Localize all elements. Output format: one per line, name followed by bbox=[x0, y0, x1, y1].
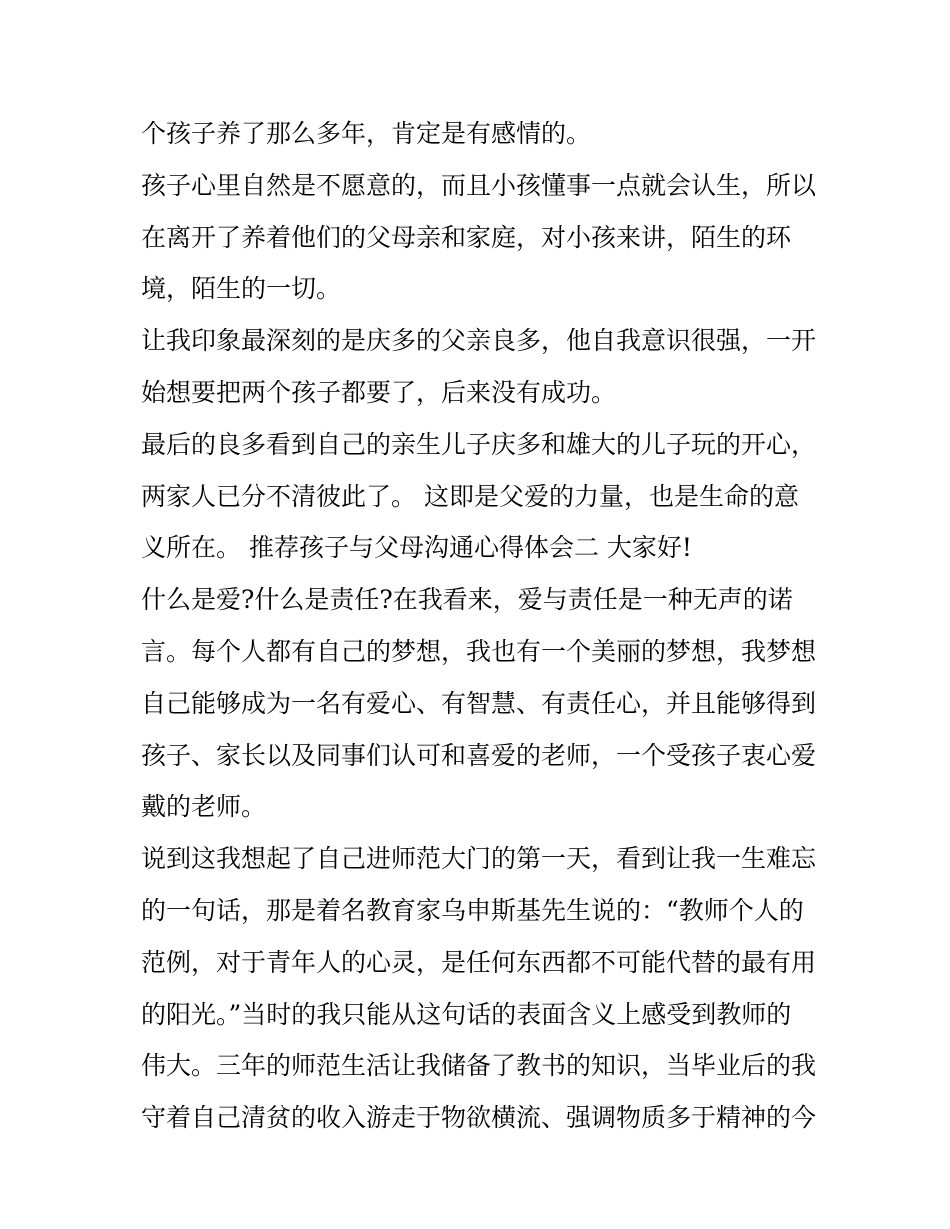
text-line: 义所在。 推荐孩子与父母沟通心得体会二 大家好! bbox=[141, 533, 692, 563]
text-line: 什么是爱?什么是责任?在我看来，爱与责任是一种无声的诺 bbox=[141, 585, 793, 615]
text-line: 境，陌生的一切。 bbox=[141, 274, 342, 304]
body-text bbox=[141, 108, 821, 1144]
text-line: 最后的良多看到自己的亲生儿子庆多和雄大的儿子玩的开心， bbox=[141, 429, 817, 459]
text-line: 范例，对于青年人的心灵，是任何东西都不可能代替的最有用 bbox=[141, 947, 817, 977]
text-line: 孩子、家长以及同事们认可和喜爱的老师，一个受孩子衷心爱 bbox=[141, 740, 817, 770]
text-line: 守着自己清贫的收入游走于物欲横流、强调物质多于精神的今 bbox=[141, 1103, 817, 1133]
text-line: 言。每个人都有自己的梦想，我也有一个美丽的梦想，我梦想 bbox=[141, 636, 817, 666]
text-line: 个孩子养了那么多年，肯定是有感情的。 bbox=[141, 119, 592, 148]
text-line: 让我印象最深刻的是庆多的父亲良多，他自我意识很强，一开 bbox=[141, 326, 817, 356]
text-line: 两家人已分不清彼此了。 这即是父爱的力量，也是生命的意 bbox=[141, 481, 799, 511]
text-line: 自己能够成为一名有爱心、有智慧、有责任心，并且能够得到 bbox=[141, 688, 817, 718]
text-line: 的阳光。”当时的我只能从这句话的表面含义上感受到教师的 bbox=[141, 999, 792, 1029]
text-line: 始想要把两个孩子都要了，后来没有成功。 bbox=[141, 377, 617, 407]
text-line: 的一句话，那是着名教育家乌申斯基先生说的：“教师个人的 bbox=[141, 895, 804, 925]
text-line: 伟大。三年的师范生活让我储备了教书的知识，当毕业后的我 bbox=[141, 1051, 817, 1081]
text-line: 在离开了养着他们的父母亲和家庭，对小孩来讲，陌生的环 bbox=[141, 222, 792, 252]
text-line: 孩子心里自然是不愿意的，而且小孩懂事一点就会认生，所以 bbox=[141, 170, 817, 200]
text-line: 说到这我想起了自己进师范大门的第一天，看到让我一生难忘 bbox=[141, 844, 817, 874]
text-line: 戴的老师。 bbox=[141, 792, 267, 822]
